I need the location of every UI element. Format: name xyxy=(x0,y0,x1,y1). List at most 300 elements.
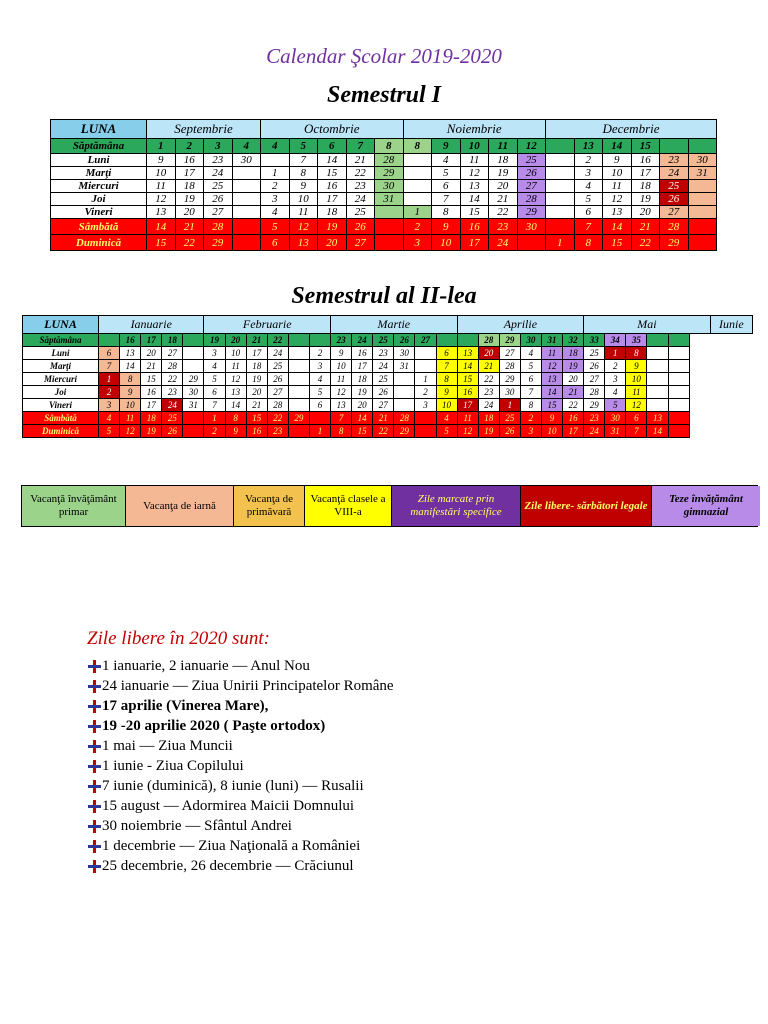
weekend-cell xyxy=(415,425,436,438)
week-number: 4 xyxy=(232,139,261,154)
legend-item: Zile libere- sărbători legale xyxy=(521,486,652,526)
weekend-cell: 1 xyxy=(204,412,225,425)
weekend-cell: 5 xyxy=(436,425,457,438)
weekend-cell: 21 xyxy=(175,219,204,235)
day-cell: 5 xyxy=(520,360,541,373)
weekend-cell: 28 xyxy=(394,412,415,425)
day-cell: 9 xyxy=(626,360,647,373)
day-cell: 17 xyxy=(246,347,267,360)
holiday-text: 1 iunie - Ziua Copilului xyxy=(102,758,244,774)
day-cell xyxy=(688,193,717,206)
day-cell: 31 xyxy=(183,399,204,412)
week-label: Săptămâna xyxy=(51,139,147,154)
month-header: Septembrie xyxy=(147,120,261,139)
day-cell: 5 xyxy=(309,386,330,399)
day-cell: 20 xyxy=(352,399,373,412)
day-cell: 18 xyxy=(318,206,347,219)
bullet-icon xyxy=(87,679,101,693)
day-cell xyxy=(668,347,689,360)
day-cell xyxy=(375,206,404,219)
legend-item: Vacanţă învăţământ primar xyxy=(22,486,126,526)
week-number: 8 xyxy=(375,139,404,154)
day-cell: 25 xyxy=(584,347,605,360)
day-cell: 27 xyxy=(373,399,394,412)
holiday-text: 17 aprilie (Vinerea Mare), xyxy=(102,698,269,714)
day-cell: 5 xyxy=(574,193,603,206)
weekend-cell: 30 xyxy=(605,412,626,425)
day-cell xyxy=(546,154,575,167)
day-cell: 6 xyxy=(309,399,330,412)
day-cell xyxy=(394,386,415,399)
weekend-cell: 11 xyxy=(120,412,141,425)
day-cell: 13 xyxy=(541,373,562,386)
day-cell: 13 xyxy=(457,347,478,360)
day-label: Miercuri xyxy=(23,373,99,386)
day-cell: 28 xyxy=(584,386,605,399)
day-cell: 6 xyxy=(99,347,120,360)
day-cell: 4 xyxy=(309,373,330,386)
day-cell xyxy=(288,347,309,360)
weekend-cell: 22 xyxy=(267,412,288,425)
weekend-cell: 3 xyxy=(403,235,432,251)
holiday-text: 1 ianuarie, 2 ianuarie — Anul Nou xyxy=(102,658,310,674)
weekend-cell: 19 xyxy=(318,219,347,235)
weekend-cell: 17 xyxy=(563,425,584,438)
week-number: 20 xyxy=(225,334,246,347)
week-number xyxy=(688,139,717,154)
weekend-label: Sâmbătă xyxy=(23,412,99,425)
day-cell: 27 xyxy=(267,386,288,399)
weekend-cell: 29 xyxy=(204,235,233,251)
day-cell xyxy=(394,399,415,412)
day-cell: 16 xyxy=(318,180,347,193)
weekend-cell: 25 xyxy=(499,412,520,425)
day-cell: 24 xyxy=(478,399,499,412)
weekend-cell: 22 xyxy=(373,425,394,438)
week-number: 12 xyxy=(517,139,546,154)
day-cell: 8 xyxy=(120,373,141,386)
holiday-text: 15 august — Adormirea Maicii Domnului xyxy=(102,798,355,814)
day-cell: 24 xyxy=(660,167,689,180)
holiday-item xyxy=(87,716,394,736)
weekend-cell: 12 xyxy=(289,219,318,235)
day-cell xyxy=(232,193,261,206)
day-cell: 2 xyxy=(415,386,436,399)
day-cell: 12 xyxy=(147,193,176,206)
week-number: 16 xyxy=(120,334,141,347)
day-cell: 4 xyxy=(520,347,541,360)
day-cell xyxy=(415,347,436,360)
weekend-cell: 8 xyxy=(574,235,603,251)
week-number: 13 xyxy=(574,139,603,154)
day-cell: 1 xyxy=(415,373,436,386)
holiday-item xyxy=(87,736,394,756)
day-cell: 31 xyxy=(394,360,415,373)
day-cell: 1 xyxy=(403,206,432,219)
bullet-icon xyxy=(87,699,101,713)
weekend-cell: 14 xyxy=(352,412,373,425)
bullet-icon xyxy=(87,799,101,813)
day-cell: 17 xyxy=(631,167,660,180)
day-cell: 28 xyxy=(267,399,288,412)
holiday-item xyxy=(87,816,394,836)
weekend-cell xyxy=(309,412,330,425)
week-number: 29 xyxy=(499,334,520,347)
day-cell xyxy=(288,360,309,373)
day-cell: 16 xyxy=(141,386,162,399)
day-cell: 11 xyxy=(147,180,176,193)
day-cell: 24 xyxy=(204,167,233,180)
day-cell: 6 xyxy=(432,180,461,193)
weekend-cell: 16 xyxy=(563,412,584,425)
day-cell: 31 xyxy=(688,167,717,180)
day-cell: 10 xyxy=(436,399,457,412)
weekend-cell: 16 xyxy=(246,425,267,438)
day-cell: 31 xyxy=(375,193,404,206)
day-cell: 12 xyxy=(626,399,647,412)
day-cell: 4 xyxy=(432,154,461,167)
weekend-cell xyxy=(375,219,404,235)
day-cell: 26 xyxy=(373,386,394,399)
day-cell: 30 xyxy=(183,386,204,399)
day-cell: 6 xyxy=(520,373,541,386)
day-cell xyxy=(232,206,261,219)
day-cell: 16 xyxy=(457,386,478,399)
holiday-item xyxy=(87,756,394,776)
page-title: Calendar Şcolar 2019-2020 xyxy=(266,44,502,68)
weekend-cell: 5 xyxy=(261,219,290,235)
week-number: 15 xyxy=(631,139,660,154)
week-label: Săptămâna xyxy=(23,334,99,347)
bullet-icon xyxy=(87,759,101,773)
weekend-cell: 26 xyxy=(499,425,520,438)
holiday-text: 19 -20 aprilie 2020 ( Paşte ortodox) xyxy=(102,718,326,734)
week-number: 9 xyxy=(432,139,461,154)
day-cell: 21 xyxy=(478,360,499,373)
week-number: 34 xyxy=(605,334,626,347)
day-cell: 6 xyxy=(436,347,457,360)
day-cell: 24 xyxy=(346,193,375,206)
day-cell: 30 xyxy=(688,154,717,167)
weekend-cell: 14 xyxy=(603,219,632,235)
holidays-list xyxy=(87,656,394,876)
day-cell: 19 xyxy=(631,193,660,206)
day-cell: 19 xyxy=(246,373,267,386)
weekend-cell: 27 xyxy=(346,235,375,251)
day-cell xyxy=(688,180,717,193)
day-cell: 14 xyxy=(541,386,562,399)
day-cell: 17 xyxy=(457,399,478,412)
day-cell: 25 xyxy=(267,360,288,373)
weekend-cell: 15 xyxy=(246,412,267,425)
day-cell: 21 xyxy=(563,386,584,399)
day-cell: 23 xyxy=(204,154,233,167)
day-label: Vineri xyxy=(51,206,147,219)
day-cell: 21 xyxy=(489,193,518,206)
week-number: 3 xyxy=(204,139,233,154)
day-cell: 30 xyxy=(232,154,261,167)
weekend-cell: 24 xyxy=(489,235,518,251)
day-cell: 28 xyxy=(517,193,546,206)
day-cell: 15 xyxy=(318,167,347,180)
day-cell: 3 xyxy=(261,193,290,206)
day-cell: 9 xyxy=(436,386,457,399)
weekend-cell: 9 xyxy=(541,412,562,425)
weekend-cell: 9 xyxy=(432,219,461,235)
day-cell xyxy=(546,193,575,206)
day-cell xyxy=(546,180,575,193)
day-cell: 13 xyxy=(331,399,352,412)
weekend-cell xyxy=(183,412,204,425)
day-cell: 27 xyxy=(162,347,183,360)
day-cell: 7 xyxy=(436,360,457,373)
day-cell: 20 xyxy=(175,206,204,219)
day-cell: 16 xyxy=(175,154,204,167)
weekend-cell: 30 xyxy=(517,219,546,235)
weekend-cell: 28 xyxy=(660,219,689,235)
day-label: Miercuri xyxy=(51,180,147,193)
weekend-cell: 14 xyxy=(147,219,176,235)
weekend-cell: 13 xyxy=(647,412,668,425)
day-cell: 10 xyxy=(289,193,318,206)
holiday-text: 25 decembrie, 26 decembrie — Crăciunul xyxy=(102,858,354,874)
day-cell: 6 xyxy=(574,206,603,219)
week-number: 1 xyxy=(147,139,176,154)
weekend-cell: 29 xyxy=(394,425,415,438)
week-number: 27 xyxy=(415,334,436,347)
week-number xyxy=(436,334,457,347)
day-cell: 15 xyxy=(541,399,562,412)
day-cell: 17 xyxy=(318,193,347,206)
day-cell: 20 xyxy=(631,206,660,219)
day-cell xyxy=(688,206,717,219)
weekend-cell: 14 xyxy=(647,425,668,438)
day-cell: 29 xyxy=(517,206,546,219)
day-cell: 21 xyxy=(141,360,162,373)
day-cell: 28 xyxy=(499,360,520,373)
semester-1-title: Semestrul I xyxy=(326,82,442,108)
weekend-cell: 22 xyxy=(631,235,660,251)
day-cell: 18 xyxy=(489,154,518,167)
day-cell: 10 xyxy=(331,360,352,373)
day-cell: 1 xyxy=(605,347,626,360)
day-cell: 8 xyxy=(432,206,461,219)
semester-1-table xyxy=(50,119,717,251)
holidays-title: Zile libere în 2020 sunt: xyxy=(87,628,270,649)
weekend-cell xyxy=(288,425,309,438)
weekend-cell xyxy=(668,412,689,425)
day-cell: 23 xyxy=(346,180,375,193)
weekend-cell xyxy=(232,219,261,235)
day-cell: 19 xyxy=(352,386,373,399)
weekend-cell: 11 xyxy=(457,412,478,425)
day-cell: 5 xyxy=(204,373,225,386)
day-cell xyxy=(288,399,309,412)
weekend-cell: 15 xyxy=(603,235,632,251)
month-header: Noiembrie xyxy=(403,120,546,139)
day-cell: 18 xyxy=(175,180,204,193)
day-cell: 27 xyxy=(204,206,233,219)
month-header: Februarie xyxy=(204,316,331,334)
week-number: 22 xyxy=(267,334,288,347)
day-cell: 9 xyxy=(603,154,632,167)
legend-item: Vacanţa de primăvară xyxy=(234,486,305,526)
day-cell xyxy=(394,373,415,386)
legend-item: Vacanţa de iarnă xyxy=(126,486,234,526)
day-cell: 19 xyxy=(563,360,584,373)
weekend-cell: 7 xyxy=(331,412,352,425)
luna-header: LUNA xyxy=(51,120,147,139)
day-cell: 20 xyxy=(489,180,518,193)
day-cell: 13 xyxy=(147,206,176,219)
day-cell: 22 xyxy=(346,167,375,180)
luna-header: LUNA xyxy=(23,316,99,334)
day-cell: 1 xyxy=(499,399,520,412)
legend-item: Vacanţă clasele a VIII-a xyxy=(305,486,392,526)
day-cell xyxy=(415,360,436,373)
week-number: 8 xyxy=(403,139,432,154)
bullet-icon xyxy=(87,659,101,673)
week-number: 33 xyxy=(584,334,605,347)
weekend-cell: 10 xyxy=(541,425,562,438)
day-cell: 13 xyxy=(460,180,489,193)
day-cell: 22 xyxy=(478,373,499,386)
weekend-cell: 29 xyxy=(660,235,689,251)
day-cell: 2 xyxy=(261,180,290,193)
day-cell: 16 xyxy=(631,154,660,167)
day-cell: 18 xyxy=(563,347,584,360)
day-cell xyxy=(668,386,689,399)
day-cell: 26 xyxy=(517,167,546,180)
bullet-icon xyxy=(87,839,101,853)
day-cell: 22 xyxy=(162,373,183,386)
day-cell: 11 xyxy=(603,180,632,193)
day-cell: 21 xyxy=(246,399,267,412)
weekend-cell: 23 xyxy=(489,219,518,235)
day-cell: 26 xyxy=(204,193,233,206)
day-cell: 3 xyxy=(309,360,330,373)
day-cell xyxy=(288,373,309,386)
semester-2-title: Semestrul al II-lea xyxy=(291,283,477,309)
day-cell: 10 xyxy=(626,373,647,386)
day-cell: 10 xyxy=(120,399,141,412)
day-cell: 9 xyxy=(331,347,352,360)
weekend-cell: 7 xyxy=(626,425,647,438)
week-number: 19 xyxy=(204,334,225,347)
weekend-cell: 23 xyxy=(584,412,605,425)
day-cell: 6 xyxy=(204,386,225,399)
weekend-cell: 8 xyxy=(331,425,352,438)
weekend-cell: 19 xyxy=(141,425,162,438)
weekend-cell xyxy=(688,235,717,251)
day-cell: 22 xyxy=(563,399,584,412)
weekend-cell xyxy=(688,219,717,235)
weekend-cell: 20 xyxy=(318,235,347,251)
day-cell: 11 xyxy=(460,154,489,167)
day-cell: 26 xyxy=(584,360,605,373)
day-cell: 2 xyxy=(605,360,626,373)
day-cell xyxy=(647,373,668,386)
holiday-text: 1 mai — Ziua Muncii xyxy=(102,738,233,754)
day-cell: 18 xyxy=(631,180,660,193)
day-cell: 10 xyxy=(147,167,176,180)
day-cell: 7 xyxy=(520,386,541,399)
day-cell xyxy=(403,167,432,180)
day-cell: 2 xyxy=(309,347,330,360)
day-cell: 15 xyxy=(460,206,489,219)
weekend-cell: 2 xyxy=(204,425,225,438)
day-cell: 3 xyxy=(605,373,626,386)
weekend-cell: 1 xyxy=(546,235,575,251)
week-number: 17 xyxy=(141,334,162,347)
weekend-cell: 31 xyxy=(605,425,626,438)
day-cell: 25 xyxy=(373,373,394,386)
month-header: Octombrie xyxy=(261,120,404,139)
day-cell: 8 xyxy=(289,167,318,180)
day-cell: 3 xyxy=(204,347,225,360)
day-cell: 4 xyxy=(605,386,626,399)
day-cell xyxy=(546,167,575,180)
week-number: 11 xyxy=(489,139,518,154)
weekend-cell: 24 xyxy=(584,425,605,438)
week-number: 5 xyxy=(289,139,318,154)
day-cell: 1 xyxy=(99,373,120,386)
weekend-cell: 18 xyxy=(141,412,162,425)
week-number xyxy=(660,139,689,154)
day-cell: 15 xyxy=(141,373,162,386)
day-cell: 30 xyxy=(394,347,415,360)
weekend-cell: 6 xyxy=(261,235,290,251)
month-header: Iunie xyxy=(710,316,752,334)
bullet-icon xyxy=(87,719,101,733)
weekend-cell: 2 xyxy=(403,219,432,235)
week-number: 31 xyxy=(541,334,562,347)
day-cell xyxy=(403,154,432,167)
day-cell: 19 xyxy=(175,193,204,206)
day-cell: 24 xyxy=(267,347,288,360)
week-number: 23 xyxy=(331,334,352,347)
day-cell: 12 xyxy=(460,167,489,180)
day-cell: 12 xyxy=(225,373,246,386)
week-number: 2 xyxy=(175,139,204,154)
weekend-cell: 16 xyxy=(460,219,489,235)
day-cell xyxy=(288,386,309,399)
day-label: Marţi xyxy=(23,360,99,373)
day-cell: 3 xyxy=(574,167,603,180)
weekend-cell: 21 xyxy=(373,412,394,425)
weekend-cell: 17 xyxy=(460,235,489,251)
day-cell: 18 xyxy=(246,360,267,373)
day-cell xyxy=(647,360,668,373)
day-cell: 20 xyxy=(478,347,499,360)
week-number: 14 xyxy=(603,139,632,154)
month-header: Aprilie xyxy=(457,316,584,334)
bullet-icon xyxy=(87,819,101,833)
day-cell: 27 xyxy=(660,206,689,219)
day-cell xyxy=(668,360,689,373)
day-cell: 13 xyxy=(603,206,632,219)
weekend-cell: 13 xyxy=(289,235,318,251)
day-cell: 9 xyxy=(147,154,176,167)
day-cell: 1 xyxy=(261,167,290,180)
weekend-cell: 6 xyxy=(626,412,647,425)
week-number: 28 xyxy=(478,334,499,347)
weekend-cell: 1 xyxy=(309,425,330,438)
day-cell: 29 xyxy=(375,167,404,180)
day-cell: 10 xyxy=(225,347,246,360)
day-cell: 4 xyxy=(574,180,603,193)
weekend-cell xyxy=(183,425,204,438)
